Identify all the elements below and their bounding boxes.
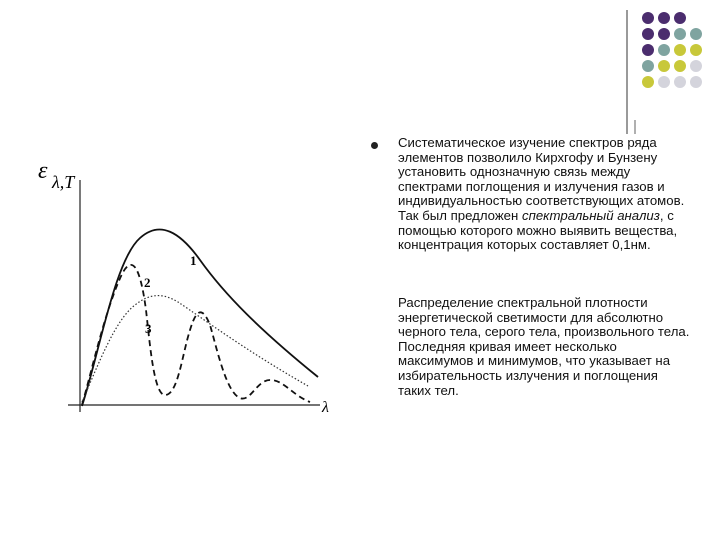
decorative-dot <box>690 60 702 72</box>
decorative-dot <box>674 76 686 88</box>
decorative-dot <box>690 28 702 40</box>
decorative-dot <box>642 60 654 72</box>
decorative-dot <box>642 28 654 40</box>
paragraph1-text-start: Систематическое изучение спектров ряда элементов позволило Кирхгофу и Бунзену установить однозначную связь между спектрами поглощения и излучения газов и индивидуальностью соответствующих атомов. Так был предложен <box>398 135 685 223</box>
decorative-dot <box>674 28 686 40</box>
curve-2-grey-body <box>82 296 308 402</box>
y-axis-subscript: λ,T <box>52 172 75 192</box>
decorative-dot <box>690 44 702 56</box>
curve-label-2: 2 <box>144 275 151 290</box>
paragraph1-text-end: , с помощью которого можно выявить вещества, концентрация которых составляет 0,1нм. <box>398 207 678 253</box>
decorative-dot <box>658 60 670 72</box>
decorative-vertical-line-short <box>634 120 636 134</box>
paragraph1-emphasis: спектральный анализ <box>521 207 660 223</box>
decorative-dot <box>642 12 654 24</box>
decorative-dot <box>658 12 670 24</box>
decorative-dot <box>642 44 654 56</box>
curve-1-blackbody <box>82 229 318 406</box>
decorative-dot <box>642 76 654 88</box>
decorative-dot <box>658 28 670 40</box>
spectral-density-graph <box>30 150 350 420</box>
decorative-vertical-line <box>626 10 628 134</box>
curve-3-arbitrary-body <box>82 265 310 405</box>
decorative-dot <box>674 12 686 24</box>
decorative-dot <box>690 76 702 88</box>
x-axis-label: λ <box>322 399 329 416</box>
curve-label-3: 3 <box>145 321 152 336</box>
paragraph-spectral-density: Распределение спектральной плотности энергетической светимости для абсолютно черного тела, серого тела, произвольного тела. Последняя кривая имеет несколько максимумов и минимумов, что указывает на избирательность излучения и поглощения таких тел. <box>398 295 690 398</box>
decorative-dot <box>658 44 670 56</box>
paragraph-spectral-analysis <box>398 136 690 253</box>
bullet-point <box>371 142 378 149</box>
decorative-dot <box>674 60 686 72</box>
decorative-dot <box>674 44 686 56</box>
y-axis-label: ε <box>38 158 48 184</box>
decorative-dot <box>658 76 670 88</box>
curve-label-1: 1 <box>190 253 197 268</box>
